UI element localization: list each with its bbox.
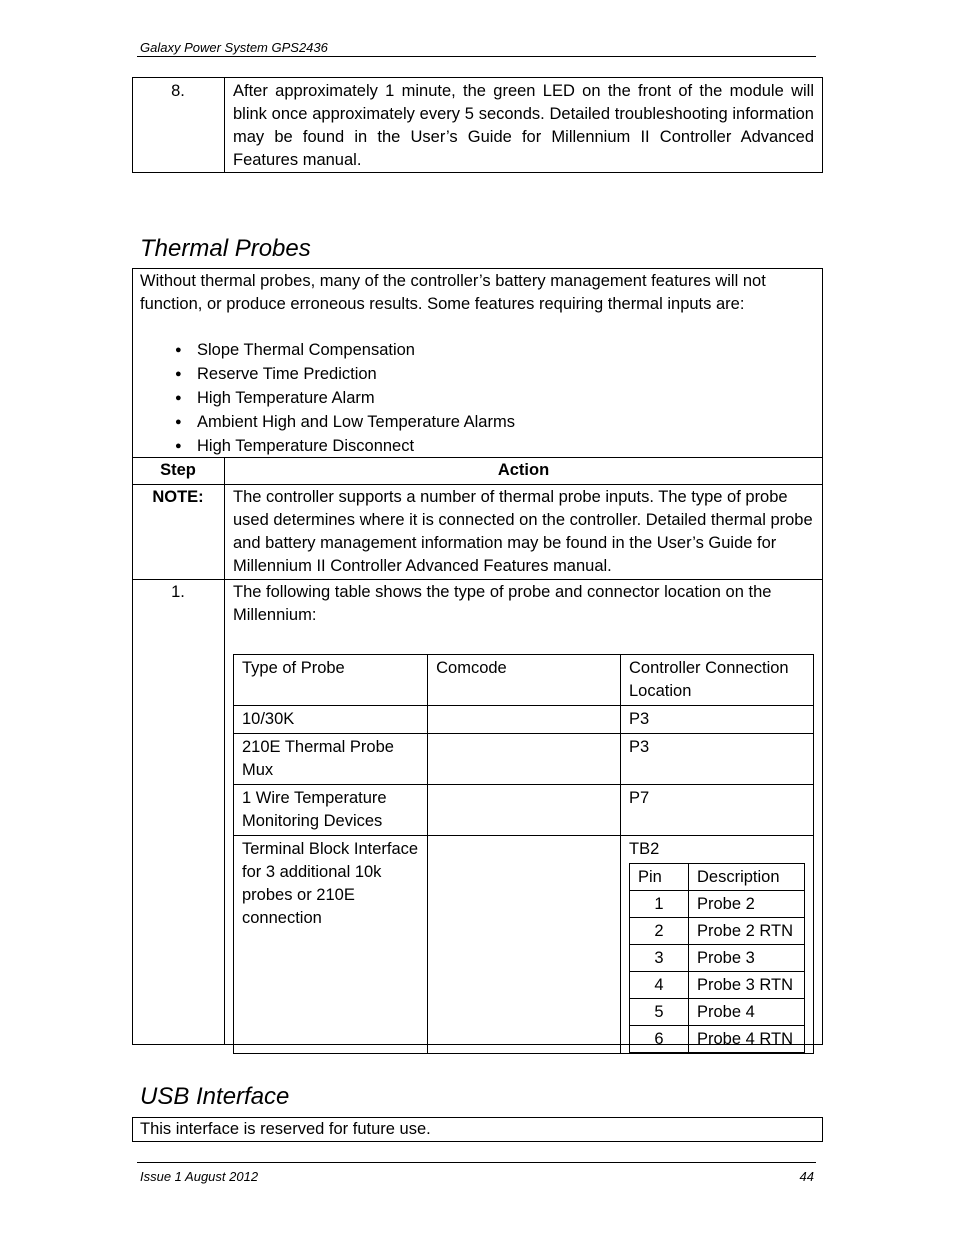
- table-cell: 210E Thermal Probe Mux: [234, 734, 428, 785]
- running-header: Galaxy Power System GPS2436: [140, 40, 328, 55]
- table-header-cell: Description: [689, 864, 805, 891]
- table-cell: Probe 4: [689, 999, 805, 1026]
- table-cell: P3: [621, 706, 814, 734]
- table-row: [630, 864, 805, 891]
- table-cell: 3: [630, 945, 689, 972]
- thermal-probes-heading: Thermal Probes: [140, 235, 311, 262]
- table-cell: 2: [630, 918, 689, 945]
- table-cell: Probe 2 RTN: [689, 918, 805, 945]
- table-divider: [224, 77, 225, 173]
- table-cell: 1 Wire Temperature Monitoring Devices: [234, 785, 428, 836]
- table-cell: Probe 3 RTN: [689, 972, 805, 999]
- table-cell: [428, 734, 621, 785]
- list-item: ● High Temperature Disconnect: [140, 434, 740, 458]
- step-8-number: 8.: [171, 82, 185, 100]
- table-cell: [428, 706, 621, 734]
- table-row: [630, 999, 805, 1026]
- table-row: [630, 918, 805, 945]
- table-cell: Probe 3: [689, 945, 805, 972]
- table-row: [234, 785, 814, 836]
- usb-text: This interface is reserved for future use.: [140, 1120, 431, 1138]
- table-header-cell: Pin: [630, 864, 689, 891]
- step-1-number: 1.: [171, 583, 185, 601]
- table-cell: Probe 4 RTN: [689, 1026, 805, 1053]
- list-item: ● High Temperature Alarm: [140, 386, 740, 410]
- table-row: [630, 972, 805, 999]
- row-divider: [132, 457, 823, 458]
- table-cell: Probe 2: [689, 891, 805, 918]
- step-1-text: The following table shows the type of probe and connector location on the Millennium:: [233, 583, 772, 624]
- table-cell: 1: [630, 891, 689, 918]
- table-cell: 6: [630, 1026, 689, 1053]
- note-text: The controller supports a number of thermal probe inputs. The type of probe used determines where it is connected on the controller. Detailed thermal probe and battery management information may be found in the User’s Guide for Millennium II Controller Advanced Features manual.: [233, 488, 813, 575]
- table-header-cell: Type of Probe: [234, 655, 428, 706]
- table-row: [234, 706, 814, 734]
- table-row: [234, 655, 814, 706]
- footer-issue: Issue 1 August 2012: [140, 1169, 259, 1184]
- table-row: [630, 891, 805, 918]
- table-cell: P3: [621, 734, 814, 785]
- list-item: ● Slope Thermal Compensation: [140, 338, 740, 362]
- column-header-action: Action: [497, 461, 550, 479]
- connector-label: TB2: [629, 840, 660, 858]
- table-cell: [428, 785, 621, 836]
- usb-interface-heading: USB Interface: [140, 1083, 290, 1110]
- column-divider: [224, 457, 225, 1045]
- table-cell: [621, 836, 814, 1054]
- table-row: [630, 1026, 805, 1053]
- table-cell: 5: [630, 999, 689, 1026]
- footer-rule: [137, 1162, 816, 1163]
- row-divider: [132, 484, 823, 485]
- table-row: [630, 945, 805, 972]
- table-cell: [428, 836, 621, 1054]
- table-cell: Terminal Block Interface for 3 additional 10k probes or 210E connection: [234, 836, 428, 1054]
- table-header-cell: Comcode: [428, 655, 621, 706]
- table-row: [234, 836, 814, 1054]
- thermal-intro: Without thermal probes, many of the controller’s battery management features will not function, or produce erroneous results. Some features requiring thermal inputs are:: [140, 272, 766, 313]
- note-label: NOTE:: [152, 488, 204, 506]
- table-cell: 10/30K: [234, 706, 428, 734]
- thermal-feature-list: [140, 338, 740, 458]
- row-divider: [132, 579, 823, 580]
- column-header-step: Step: [160, 461, 196, 479]
- page-number: 44: [799, 1169, 814, 1184]
- list-item: ● Ambient High and Low Temperature Alarms: [140, 410, 740, 434]
- table-cell: P7: [621, 785, 814, 836]
- table-cell: 4: [630, 972, 689, 999]
- list-item: ● Reserve Time Prediction: [140, 362, 740, 386]
- probe-connection-table: [233, 654, 814, 1054]
- table-header-cell: Controller Connection Location: [621, 655, 814, 706]
- pin-table: [629, 863, 805, 1053]
- header-rule: [137, 56, 816, 57]
- table-row: [234, 734, 814, 785]
- step-8-text: After approximately 1 minute, the green LED on the front of the module will blink once approximately every 5 seconds. Detailed troubleshooting information may be found in the User’s Guide for Millennium II Controller Advanced Features manual.: [233, 82, 814, 169]
